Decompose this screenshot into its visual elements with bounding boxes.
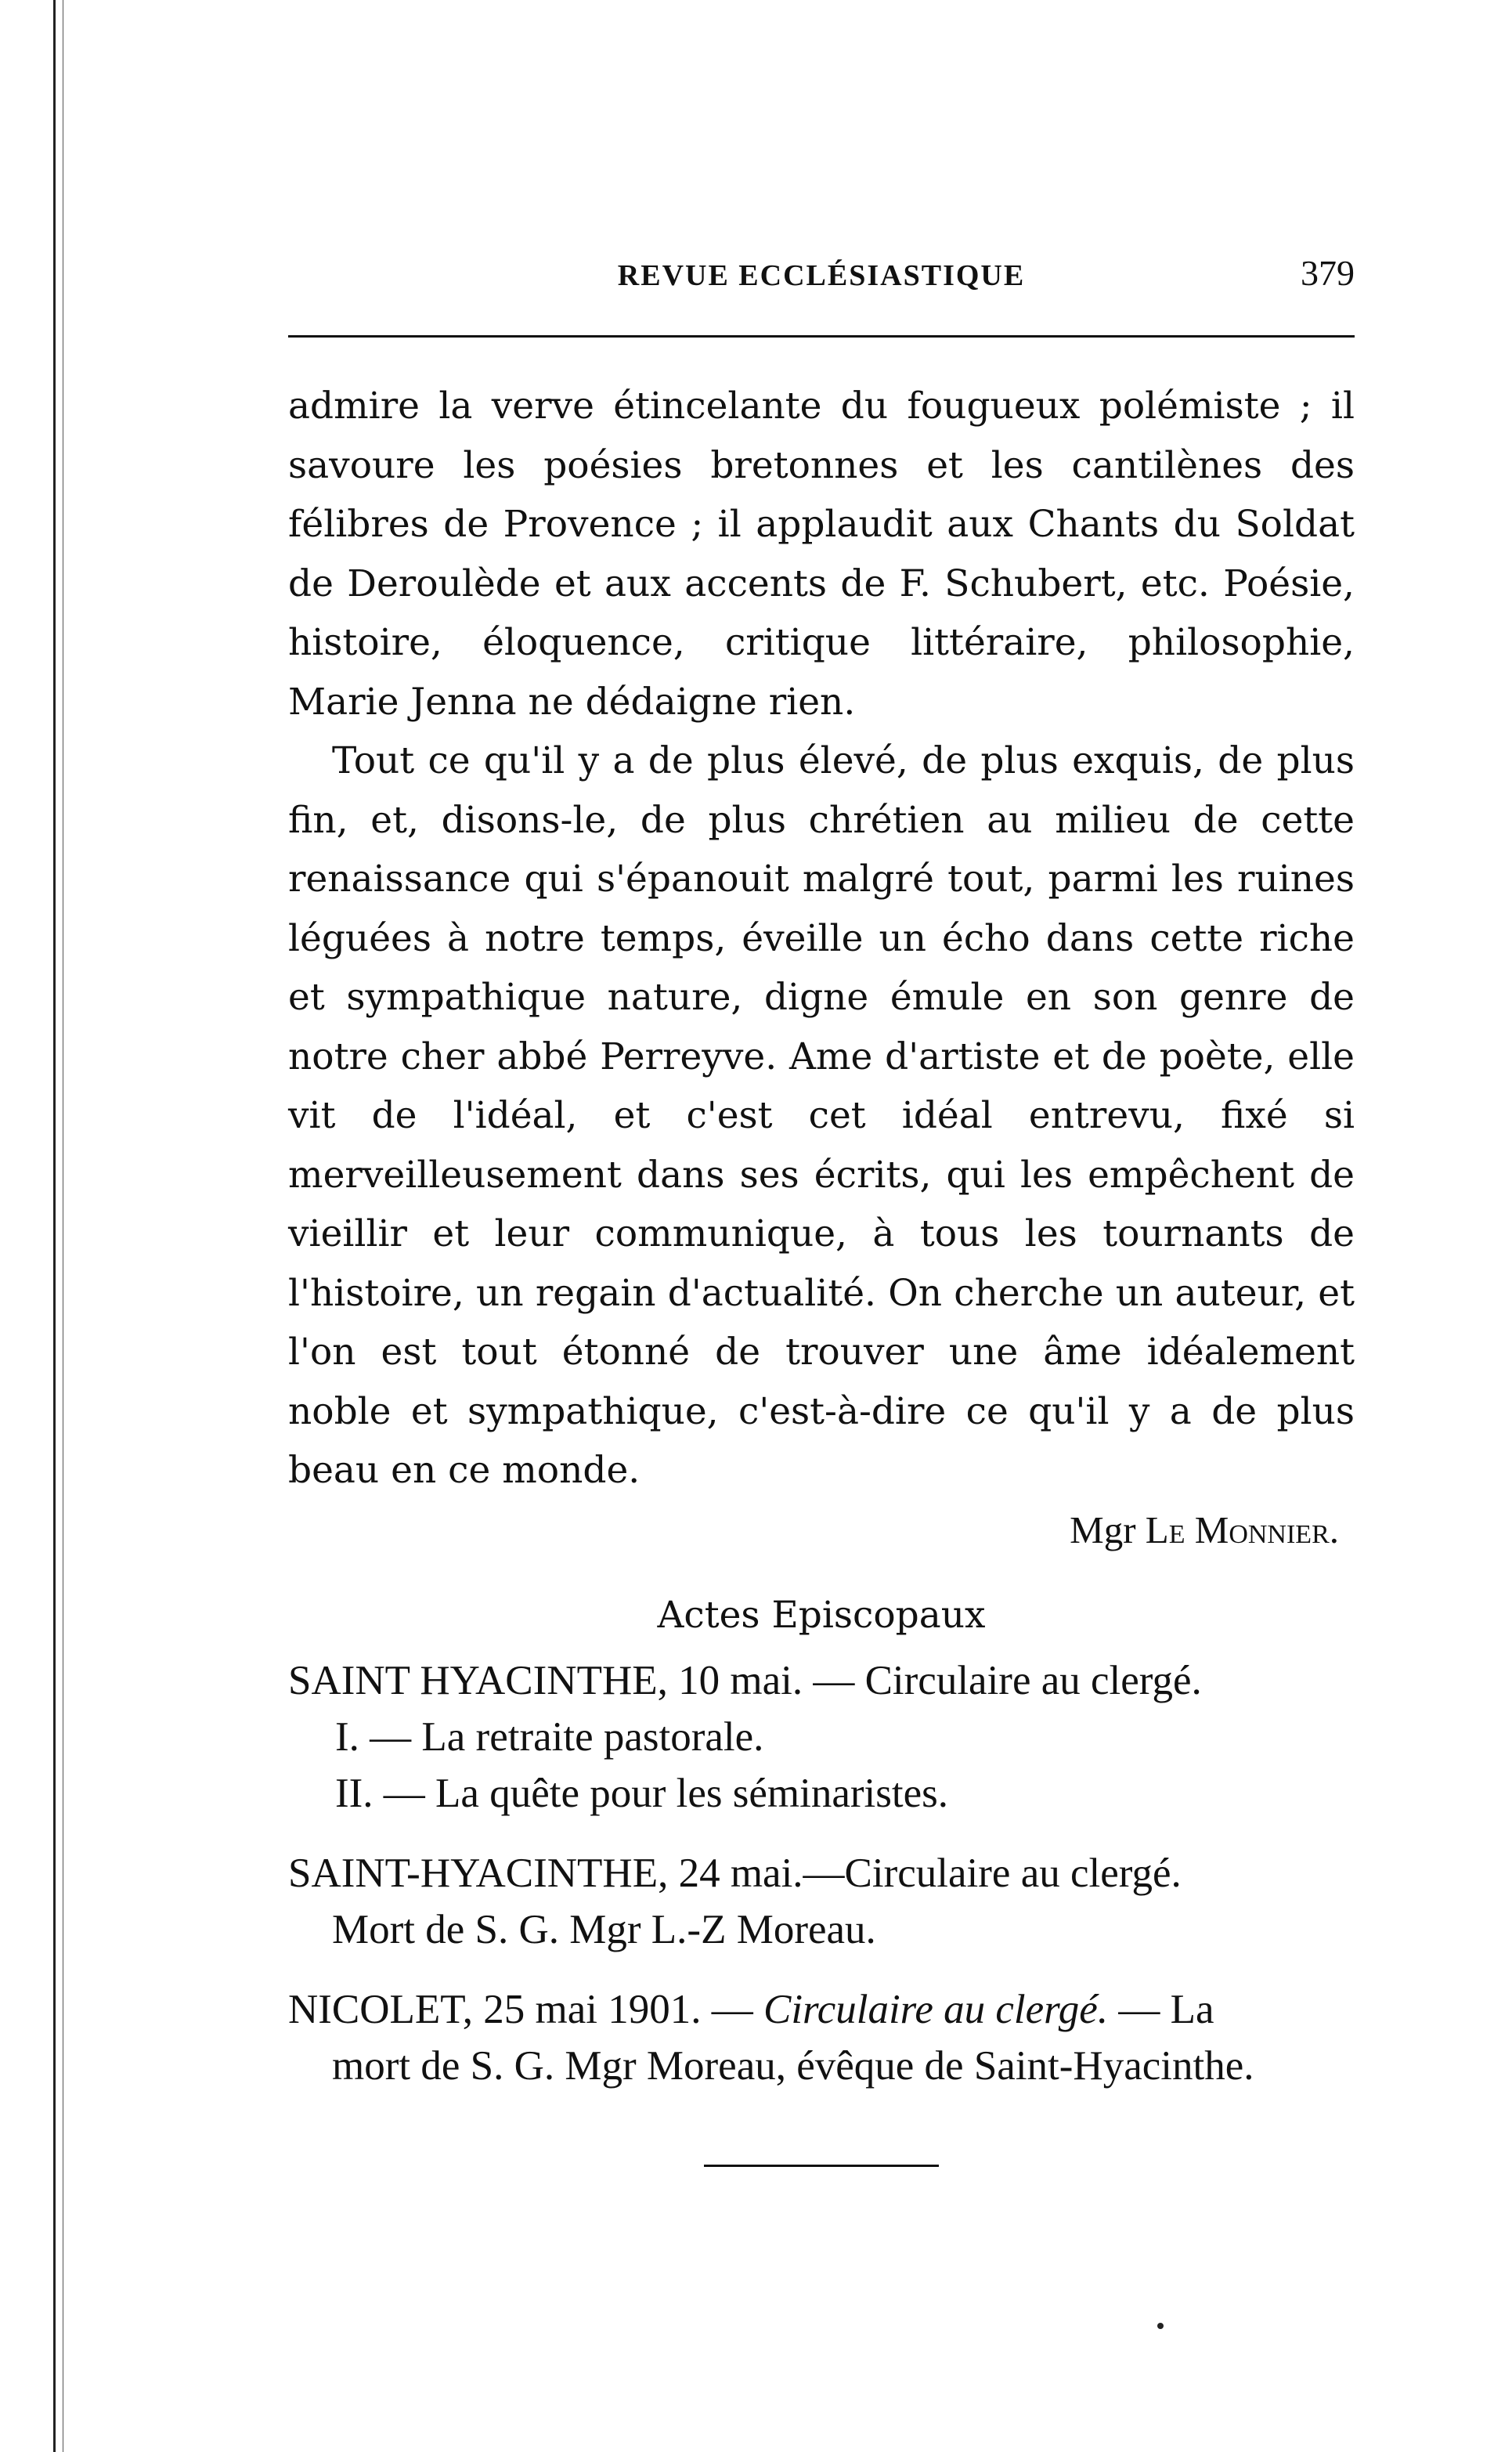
act-heading: SAINT HYACINTHE, 10 mai. — Circulaire au clergé.	[288, 1657, 1202, 1703]
act-entry-1	[288, 1652, 1355, 1822]
act-entry-3	[288, 1981, 1355, 2094]
header-rule	[288, 335, 1355, 338]
article-body	[288, 377, 1355, 1500]
act-detail: mort de S. G. Mgr Moreau, évêque de Saint-Hyacinthe.	[332, 2042, 1254, 2089]
document-page	[288, 235, 1355, 2167]
running-header	[288, 235, 1355, 305]
act-heading	[288, 1981, 1355, 2038]
act-item: I. — La retraite pastorale.	[335, 1714, 764, 1760]
act-item: II. — La quête pour les séminaristes.	[335, 1770, 948, 1816]
act-detail: Mort de S. G. Mgr L.-Z Moreau.	[332, 1906, 876, 1952]
act-heading: SAINT-HYACINTHE, 24 mai.—Circulaire au clergé.	[288, 1850, 1182, 1896]
page-binding-edge	[53, 0, 56, 2452]
paragraph-2: Tout ce qu'il y a de plus élevé, de plus exquis, de plus fin, et, disons-le, de plus chrétien au milieu de cette renaissance qui s'épanouit malgré tout, parmi les ruines léguées à notre temps, éveille un écho dans cette riche et sympathique nature, digne émule en son genre de notre cher abbé Perreyve. Ame d'artiste et de poète, elle vit de l'idéal, et c'est cet idéal entrevu, fixé si merveilleusement dans ses écrits, qui les empêchent de vieillir et leur communique, à tous les tournants de l'histoire, un regain d'actualité. On cherche un auteur, et l'on est tout étonné de trouver une âme idéalement noble et sympathique, c'est-à-dire ce qu'il y a de plus beau en ce monde.	[288, 739, 1355, 1492]
signature	[288, 1500, 1355, 1559]
signature-prefix: Mgr	[1070, 1508, 1136, 1551]
act-heading-end: — La	[1118, 1986, 1214, 2032]
act-heading-italic: Circulaire au clergé.	[763, 1986, 1109, 2032]
act-heading-start: NICOLET, 25 mai 1901. —	[288, 1986, 753, 2032]
signature-name: Le Monnier.	[1145, 1508, 1339, 1551]
act-entry-2	[288, 1845, 1355, 1958]
ink-speck	[1157, 2323, 1164, 2329]
page-number: 379	[1301, 253, 1355, 293]
end-rule	[704, 2165, 939, 2167]
running-title: REVUE ECCLÉSIASTIQUE	[617, 259, 1026, 292]
episcopal-acts-list	[288, 1652, 1355, 2094]
paragraph-1: admire la verve étincelante du fougueux polémiste ; il savoure les poésies bretonnes et les cantilènes des félibres de Provence ; il applaudit aux Chants du Soldat de Deroulède et aux accents de F. Schubert, etc. Poésie, histoire, éloquence, critique littéraire, philosophie, Marie Jenna ne dédaigne rien.	[288, 385, 1355, 724]
section-title: Actes Episcopaux	[657, 1593, 986, 1637]
